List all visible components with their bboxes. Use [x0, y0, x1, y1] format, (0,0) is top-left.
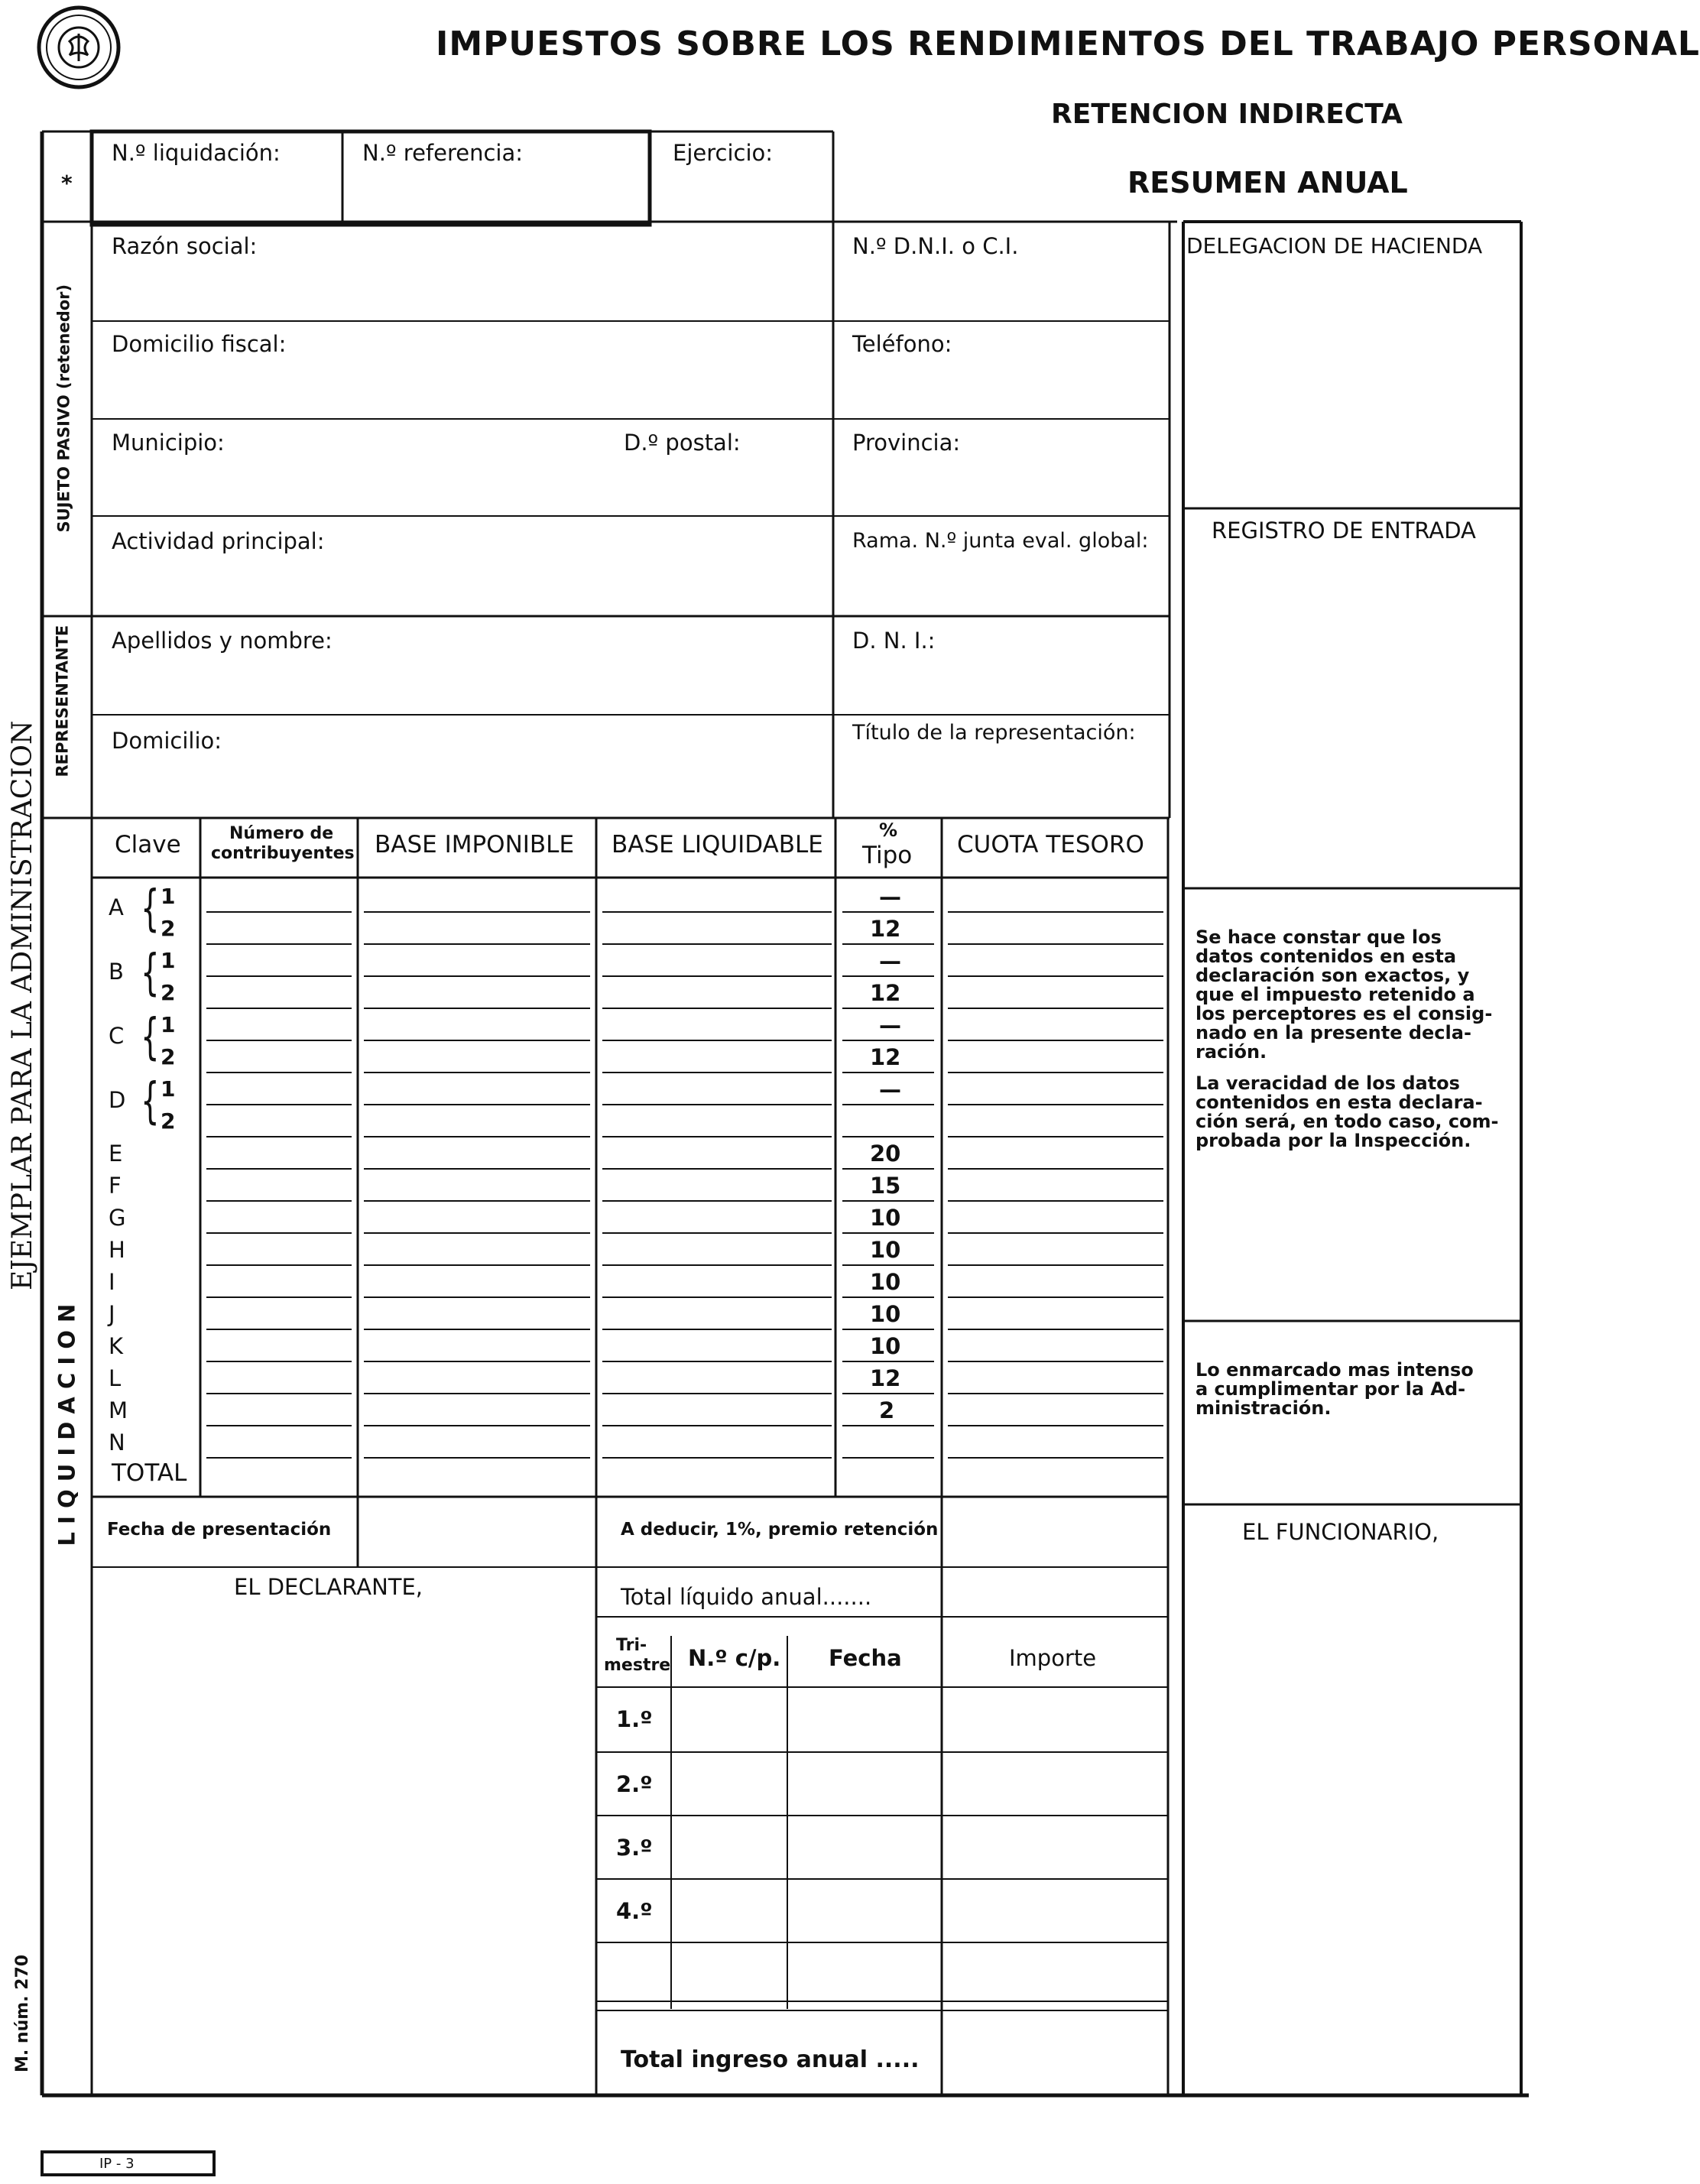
clave-subindex: 2 [161, 980, 176, 1005]
statement-line: ción será, en todo caso, com- [1196, 1111, 1499, 1132]
clave-letter: G [109, 1205, 126, 1231]
clave-letter: N [109, 1429, 125, 1455]
statement-line: datos contenidos en esta [1196, 946, 1457, 967]
referencia-number-label: N.º referencia: [362, 140, 524, 166]
clave-letter: F [109, 1173, 122, 1199]
clave-letter: J [109, 1301, 115, 1327]
razon-social-label: Razón social: [112, 233, 258, 259]
total-ingreso-label: Total ingreso anual ..... [621, 2046, 920, 2073]
trimestre-header-line2: mestre [604, 1656, 671, 1675]
clave-letter: A [109, 894, 124, 920]
tipo-header: Tipo [862, 842, 913, 869]
clave-header: Clave [115, 831, 181, 858]
form-subtitle-resumen: RESUMEN ANUAL [1127, 166, 1408, 200]
statement-line: ministración. [1196, 1397, 1332, 1419]
fecha-presentacion-label: Fecha de presentación [107, 1520, 332, 1540]
seal-logo [39, 8, 118, 87]
statement-line: ración. [1196, 1041, 1267, 1063]
postal-label: D.º postal: [624, 430, 741, 456]
delegacion-hacienda-label: DELEGACION DE HACIENDA [1186, 233, 1483, 258]
brace-glyph: { [141, 1009, 160, 1066]
admin-star: * [61, 170, 73, 196]
clave-subindex: 2 [161, 1108, 176, 1134]
quarter-1-label: 1.º [616, 1706, 653, 1732]
tipo-value: 12 [870, 1044, 901, 1070]
representante-domicilio-label: Domicilio: [112, 728, 222, 754]
a-deducir-label: A deducir, 1%, premio retención [621, 1520, 939, 1540]
rama-junta-label: Rama. N.º junta eval. global: [852, 529, 1149, 553]
declaration-paragraph-1 [1196, 928, 1517, 1062]
tipo-value: 2 [879, 1397, 895, 1423]
quarter-2-label: 2.º [616, 1771, 653, 1797]
ncp-header: N.º c/p. [688, 1645, 781, 1671]
declaration-statement [1196, 928, 1517, 1150]
clave-letter: L [109, 1365, 122, 1391]
clave-subindex: 1 [161, 1012, 176, 1037]
dni-ci-label: N.º D.N.I. o C.I. [852, 233, 1019, 259]
clave-subindex: 1 [161, 1076, 176, 1102]
telefono-label: Teléfono: [852, 331, 952, 357]
tipo-value: 20 [870, 1141, 901, 1167]
clave-letter: K [109, 1333, 124, 1359]
form-code: IP - 3 [99, 2156, 135, 2172]
brace-glyph: { [141, 1073, 160, 1130]
form-title: IMPUESTOS SOBRE LOS RENDIMIENTOS DEL TRABAJO PERSONAL [436, 24, 1700, 63]
liquidacion-label: L I Q U I D A C I O N [54, 1303, 80, 1546]
tipo-value: 10 [870, 1301, 901, 1327]
municipio-label: Municipio: [112, 430, 225, 456]
clave-subindex: 2 [161, 916, 176, 941]
clave-letter: B [109, 959, 124, 985]
statement-line: a cumplimentar por la Ad- [1196, 1378, 1466, 1400]
percent-header: % [879, 819, 898, 841]
declaration-paragraph-2 [1196, 1074, 1517, 1150]
apellidos-nombre-label: Apellidos y nombre: [112, 628, 333, 654]
quarter-4-label: 4.º [616, 1898, 653, 1924]
statement-line: nado en la presente decla- [1196, 1022, 1471, 1043]
base-liquidable-header: BASE LIQUIDABLE [612, 831, 823, 858]
tipo-value: 12 [870, 980, 901, 1006]
tipo-value: 10 [870, 1333, 901, 1359]
domicilio-fiscal-label: Domicilio fiscal: [112, 331, 287, 357]
total-liquido-label: Total líquido anual....... [621, 1584, 872, 1610]
numero-header-line2: contribuyentes [211, 844, 355, 863]
trimestre-header-line1: Tri- [616, 1636, 647, 1655]
tipo-value: — [879, 884, 901, 910]
tipo-value: 12 [870, 916, 901, 942]
statement-line: probada por la Inspección. [1196, 1130, 1471, 1151]
fecha-header: Fecha [829, 1645, 902, 1671]
statement-line: contenidos en esta declara- [1196, 1092, 1483, 1113]
statement-line: Se hace constar que los [1196, 926, 1442, 948]
tipo-value: — [879, 1076, 901, 1102]
sujeto-pasivo-label: SUJETO PASIVO (retenedor) [54, 284, 73, 533]
statement-line: Lo enmarcado mas intenso [1196, 1359, 1474, 1381]
statement-line: declaración son exactos, y [1196, 965, 1470, 986]
clave-subindex: 1 [161, 884, 176, 909]
brace-glyph: { [141, 881, 160, 937]
el-declarante-label: EL DECLARANTE, [234, 1574, 423, 1600]
numero-header-line1: Número de [229, 824, 334, 843]
ejercicio-label: Ejercicio: [673, 140, 774, 166]
statement-line: La veracidad de los datos [1196, 1073, 1460, 1094]
tipo-value: 10 [870, 1237, 901, 1263]
tipo-value: — [879, 1012, 901, 1038]
clave-letter: E [109, 1141, 123, 1167]
total-row-label: TOTAL [112, 1459, 187, 1487]
cuota-tesoro-header: CUOTA TESORO [957, 831, 1144, 858]
actividad-principal-label: Actividad principal: [112, 528, 325, 554]
base-imponible-header: BASE IMPONIBLE [375, 831, 575, 858]
tipo-value: 10 [870, 1205, 901, 1231]
statement-line: los perceptores es el consig- [1196, 1003, 1493, 1024]
representante-dni-label: D. N. I.: [852, 628, 936, 654]
quarter-3-label: 3.º [616, 1835, 653, 1861]
provincia-label: Provincia: [852, 430, 961, 456]
clave-subindex: 1 [161, 948, 176, 973]
clave-letter: C [109, 1023, 125, 1049]
registro-entrada-label: REGISTRO DE ENTRADA [1212, 518, 1476, 544]
clave-letter: H [109, 1237, 125, 1263]
model-number: M. núm. 270 [13, 1954, 32, 2072]
importe-header: Importe [1009, 1645, 1097, 1671]
tipo-value: 12 [870, 1365, 901, 1391]
tipo-value: 10 [870, 1269, 901, 1295]
statement-line: que el impuesto retenido a [1196, 984, 1475, 1005]
administration-note [1196, 1361, 1517, 1418]
liquidacion-number-label: N.º liquidación: [112, 140, 281, 166]
clave-letter: M [109, 1397, 128, 1423]
clave-letter: D [109, 1087, 126, 1113]
el-funcionario-label: EL FUNCIONARIO, [1242, 1519, 1439, 1545]
clave-letter: I [109, 1269, 115, 1295]
clave-subindex: 2 [161, 1044, 176, 1069]
brace-glyph: { [141, 945, 160, 1001]
tipo-value: 15 [870, 1173, 901, 1199]
form-subtitle-retencion: RETENCION INDIRECTA [1051, 99, 1403, 130]
copy-label: EJEMPLAR PARA LA ADMINISTRACION [7, 720, 38, 1290]
titulo-representacion-label: Título de la representación: [852, 721, 1136, 745]
representante-label: REPRESENTANTE [53, 625, 72, 777]
tipo-value: — [879, 948, 901, 974]
